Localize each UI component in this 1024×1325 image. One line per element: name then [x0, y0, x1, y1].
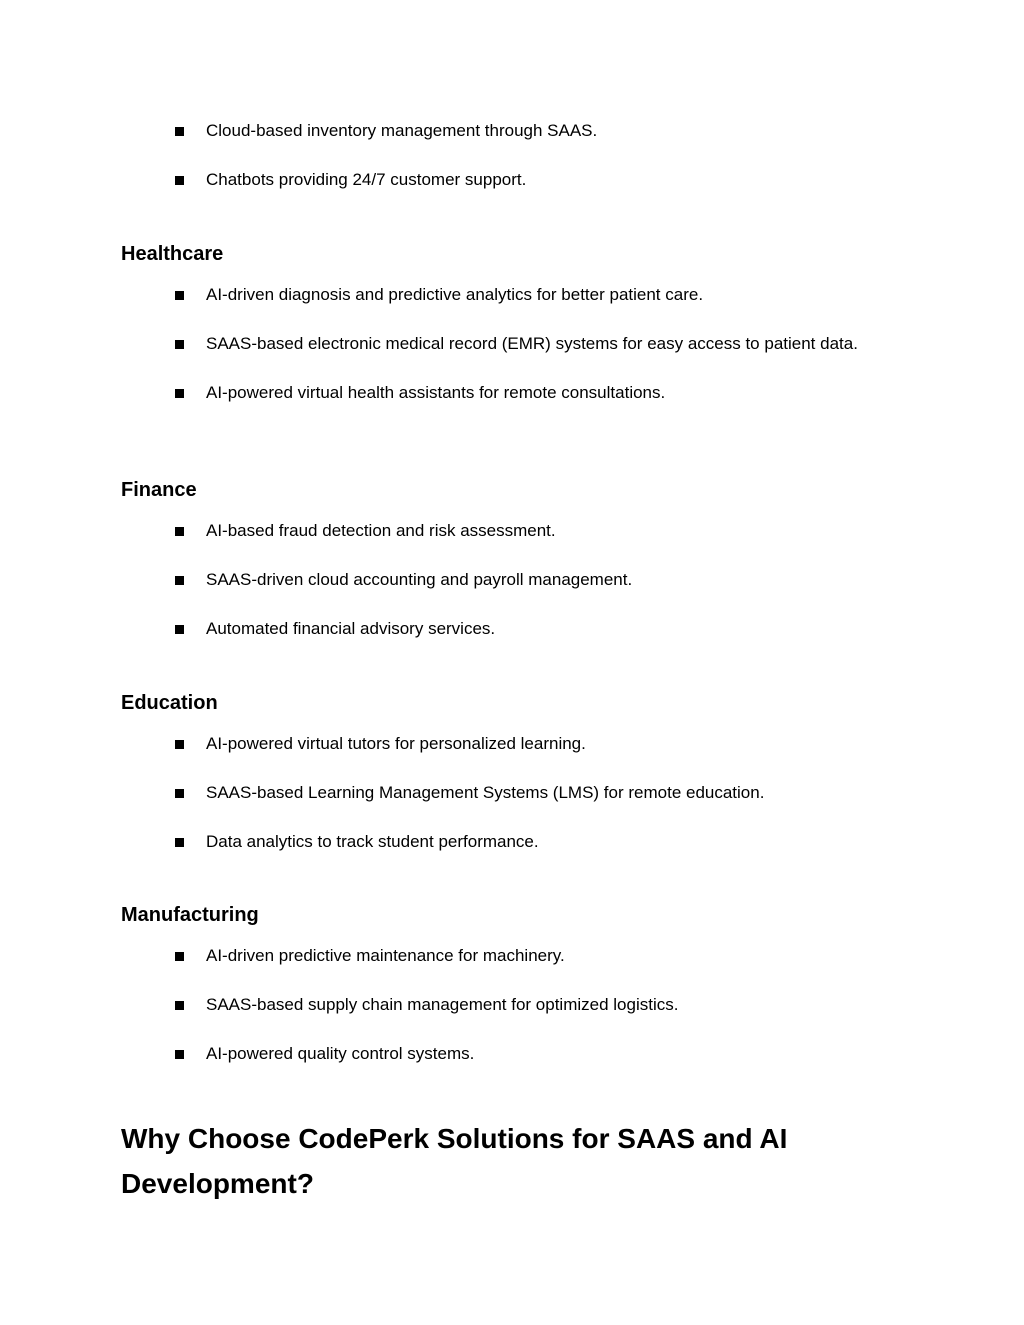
- list-item: [0, 119, 1024, 143]
- list-item-text: Cloud-based inventory management through SAAS.: [206, 121, 598, 140]
- list-item-text: SAAS-based supply chain management for optimized logistics.: [206, 995, 679, 1014]
- list-item: [0, 168, 1024, 192]
- square-bullet-icon: [175, 1001, 184, 1010]
- list-item: [0, 283, 1024, 307]
- list-item-text: AI-powered virtual tutors for personalized learning.: [206, 734, 586, 753]
- square-bullet-icon: [175, 625, 184, 634]
- list-item-text: SAAS-driven cloud accounting and payroll management.: [206, 570, 633, 589]
- list-item-text: AI-based fraud detection and risk assessment.: [206, 521, 556, 540]
- healthcare-bullet-list: [0, 283, 1024, 405]
- square-bullet-icon: [175, 576, 184, 585]
- finance-bullet-list: [0, 519, 1024, 641]
- list-item-text: Data analytics to track student performance.: [206, 832, 539, 851]
- list-item: [0, 944, 1024, 968]
- intro-bullet-list: [0, 119, 1024, 192]
- list-item: [0, 993, 1024, 1017]
- square-bullet-icon: [175, 952, 184, 961]
- list-item-text: Automated financial advisory services.: [206, 619, 496, 638]
- manufacturing-bullet-list: [0, 944, 1024, 1066]
- square-bullet-icon: [175, 127, 184, 136]
- section-heading-manufacturing: Manufacturing: [121, 904, 259, 926]
- section-heading-finance: Finance: [121, 479, 197, 501]
- list-item: [0, 1042, 1024, 1066]
- square-bullet-icon: [175, 1050, 184, 1059]
- list-item: [0, 830, 1024, 854]
- section-heading-why-choose: Why Choose CodePerk Solutions for SAAS and AI Development?: [121, 1123, 788, 1199]
- square-bullet-icon: [175, 838, 184, 847]
- list-item: [0, 381, 1024, 405]
- square-bullet-icon: [175, 789, 184, 798]
- square-bullet-icon: [175, 527, 184, 536]
- square-bullet-icon: [175, 389, 184, 398]
- list-item-text: SAAS-based Learning Management Systems (LMS) for remote education.: [206, 783, 765, 802]
- list-item-text: AI-driven diagnosis and predictive analytics for better patient care.: [206, 285, 704, 304]
- list-item-text: Chatbots providing 24/7 customer support.: [206, 170, 527, 189]
- square-bullet-icon: [175, 340, 184, 349]
- list-item: [0, 519, 1024, 543]
- list-item-text: AI-powered virtual health assistants for remote consultations.: [206, 383, 666, 402]
- list-item-text: AI-powered quality control systems.: [206, 1044, 475, 1063]
- square-bullet-icon: [175, 291, 184, 300]
- list-item: [0, 568, 1024, 592]
- square-bullet-icon: [175, 176, 184, 185]
- list-item: [0, 332, 1024, 356]
- list-item: [0, 617, 1024, 641]
- square-bullet-icon: [175, 740, 184, 749]
- section-heading-healthcare: Healthcare: [121, 243, 224, 265]
- list-item-text: AI-driven predictive maintenance for machinery.: [206, 946, 565, 965]
- education-bullet-list: [0, 732, 1024, 854]
- list-item-text: SAAS-based electronic medical record (EMR) systems for easy access to patient data.: [206, 334, 858, 353]
- list-item: [0, 732, 1024, 756]
- list-item: [0, 781, 1024, 805]
- section-heading-education: Education: [121, 692, 218, 714]
